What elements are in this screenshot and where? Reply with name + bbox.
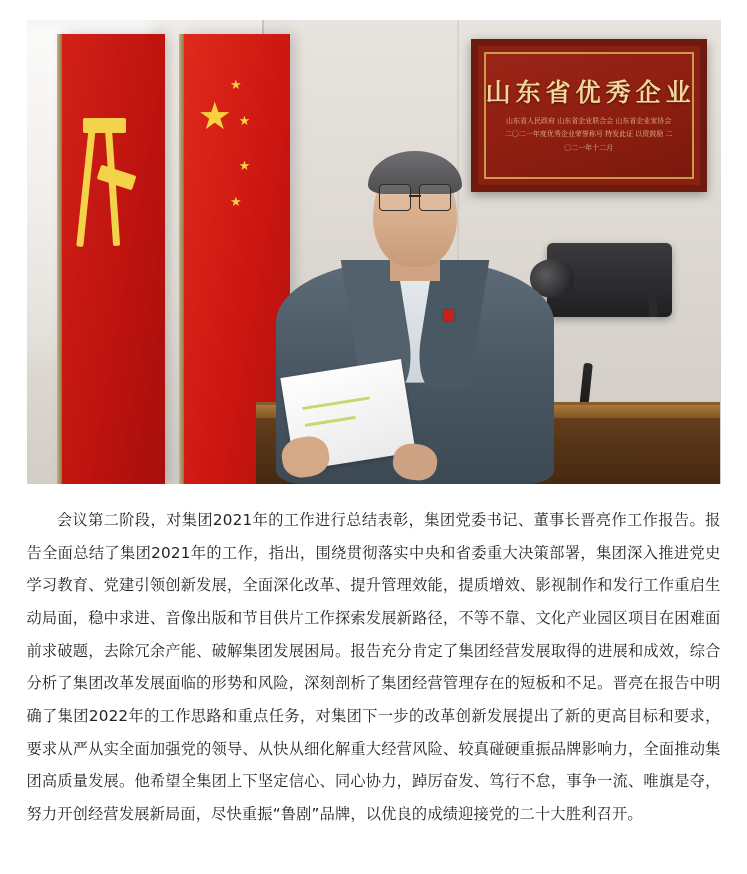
award-plaque-subtext: 山东省人民政府 山东省企业联合会 山东省企业家协会 二〇二一年度优秀企业荣誉称号 特发此证 以资鼓励 二〇二一年十二月 [504, 117, 673, 152]
sickle-shape [77, 118, 97, 247]
meeting-speech-photo [27, 20, 721, 484]
flag-star-small-3: ★ [238, 158, 251, 174]
party-emblem-badge [443, 310, 454, 321]
video-camera [547, 243, 672, 317]
camera-mount [649, 290, 656, 317]
award-plaque-title: 山东省优秀企业 [485, 78, 696, 108]
paper-highlight-line-2 [305, 416, 356, 427]
photo-container [27, 20, 721, 484]
flag-star-small-4: ★ [229, 194, 242, 210]
eyeglasses-icon [379, 184, 451, 209]
flag-pole-national [179, 34, 184, 484]
hammer-sickle-emblem [78, 106, 147, 259]
glasses-lens-right [419, 184, 451, 211]
hammer-head [97, 165, 137, 191]
flag-pole [57, 34, 62, 484]
hammer-handle [105, 127, 120, 247]
flag-star-small-1: ★ [229, 77, 242, 93]
flag-star-small-2: ★ [238, 113, 251, 129]
paper-highlight-line-1 [303, 397, 371, 411]
glasses-bridge [409, 195, 421, 197]
article-body [27, 504, 721, 831]
party-flag [61, 34, 165, 484]
caption-paragraph: 会议第二阶段，对集团2021年的工作进行总结表彰，集团党委书记、董事长晋亮作工作报告。报告全面总结了集团2021年的工作，指出，围绕贯彻落实中央和省委重大决策部署，集团深入推进党史学习教育、党建引领创新发展，全面深化改革、提升管理效能，提质增效、影视制作和发行工作重启生动局面，稳中求进、音像出版和节目供片工作探索发展新路径，不等不靠、文化产业园区项目在困难面前求破题，去除冗余产能、破解集团发展困局。报告充分肯定了集团经营发展取得的进展和成效，综合分析了集团改革发展面临的形势和风险，深刻剖析了集团经营管理存在的短板和不足。晋亮在报告中明确了集团2022年的工作思路和重点任务，对集团下一步的改革创新发展提出了新的更高目标和要求，要求从严从实全面加强党的领导、从快从细化解重大经营风险、较真碰硬重振品牌影响力，全面推动集团高质量发展。他希望全集团上下坚定信心、同心协力，踔厉奋发、笃行不怠，事争一流、唯旗是夺，努力开创经营发展新局面，尽快重振“鲁剧”品牌，以优良的成绩迎接党的二十大胜利召开。 [26, 511, 721, 824]
speaker-figure [276, 122, 554, 484]
flag-star-large: ★ [197, 93, 232, 138]
glasses-lens-left [379, 184, 411, 211]
